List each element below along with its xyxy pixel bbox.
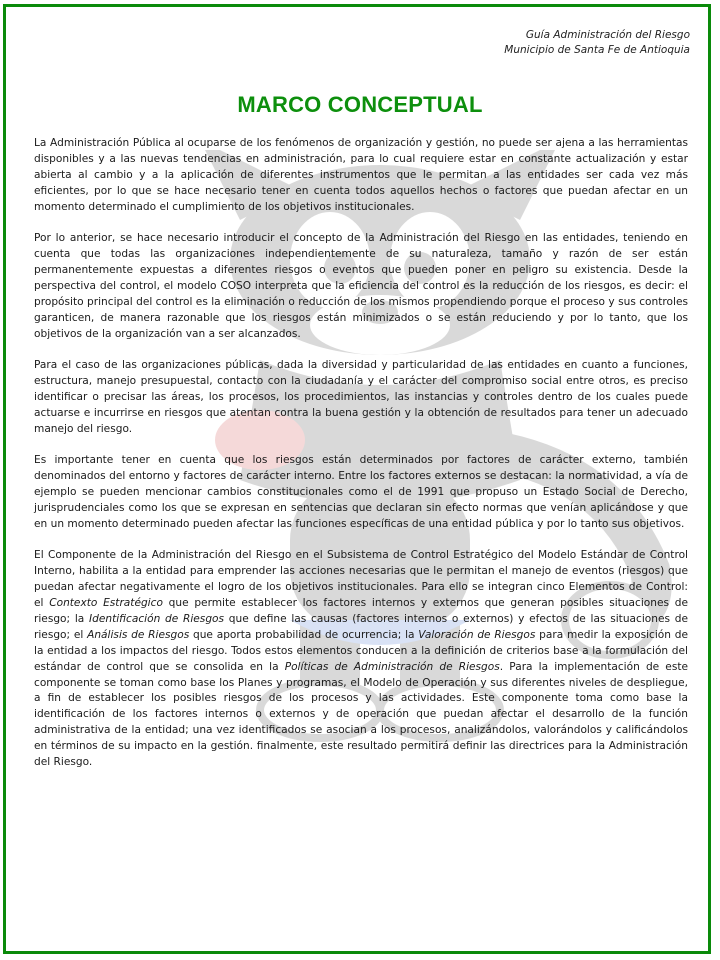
p5-valoracion-riesgos: Valoración de Riesgos [418,628,536,641]
p5-identificacion-riesgos: Identificación de Riesgos [89,612,225,625]
p5-contexto-estrategico: Contexto Estratégico [49,597,163,610]
document-body [34,136,688,787]
paragraph-4: Es importante tener en cuenta que los riesgos están determinados por factores de carácter externo, también denominados del entorno y factores de carácter interno. Entre los factores externos se destacan: la normatividad, a vía de ejemplo se pueden mencionar cambios constitucionales como el de 1991 que propuso un Estado Social de Derecho, jurisprudenciales como los que se expresan en sentencias que declaran sin efecto normas que venían aplicándose y que en un momento determinado pueden afectar las funciones específicas de una entidad pública y por lo tanto sus objetivos. [34,454,688,530]
p5-segment-4: que aporta probabilidad de ocurrencia; la [189,628,419,641]
p5-segment-5: para medir la exposición de la entidad a los impactos del riesgo. Todos estos elementos conducen a la definición de criterios base a la formulación del estándar de control que se consolida en la [34,628,688,673]
p5-segment-3: que define las causas (factores internos o externos) y efectos de las situaciones de riesgo; el [34,612,689,641]
p5-segment-2: que permite establecer los factores internos y externos que generan posibles situaciones de riesgo; la [34,597,688,625]
p5-analisis-riesgos: Análisis de Riesgos [87,628,190,641]
paragraph-2: Por lo anterior, se hace necesario introducir el concepto de la Administración del Riesgo en las entidades, teniendo en cuenta que todas las organizaciones independientemente de su naturaleza, tamaño y razón de ser están permanentemente expuestas a diferentes riesgos o eventos que pueden poner en peligro su existencia. Desde la perspectiva del control, el modelo COSO interpreta que la eficiencia del control es la reducción de los riesgos, es decir: el propósito principal del control es la eliminación o reducción de los mismos propendiendo porque el proceso y sus controles garanticen, de manera razonable que los riesgos están minimizados o se están reduciendo y por lo tanto, que los objetivos de la organización van a ser alcanzados. [34,232,688,340]
paragraph-3: Para el caso de las organizaciones públicas, dada la diversidad y particularidad de las entidades en cuanto a funciones, estructura, manejo presupuestal, contacto con la ciudadanía y el carácter del compromiso social entre otros, es preciso identificar o precisar las áreas, los procesos, los procedimientos, las instancias y controles dentro de los cuales puede actuarse e incurrirse en riesgos que atentan contra la buena gestión y la obtención de resultados para tener un adecuado manejo del riesgo. [34,359,688,435]
p5-segment-6: . Para la implementación de este componente se toman como base los Planes y programas, el Modelo de Operación y sus diferentes niveles de despliegue, a fin de establecer los posibles riesgos de los procesos y las actividades. Este componente toma como base la identificación de los factores internos o externos y de operación que puedan afectar el desarrollo de la función administrativa de la entidad; una vez identificados se asocian a los procesos, analizándolos, valorándolos y calificándolos en términos de su impacto en la gestión. finalmente, este resultado permitirá definir las directrices para la Administración del Riesgo. [34,660,689,769]
paragraph-1: La Administración Pública al ocuparse de los fenómenos de organización y gestión, no puede ser ajena a las herramientas disponibles y a las nuevas tendencias en administración, para lo cual requiere estar en constante actualización y estar abierta al cambio y a la aplicación de diferentes instrumentos que le permitan a las entidades ser cada vez más eficientes, por lo que se hace necesario tener en cuenta todos aquellos hechos o factores que puedan afectar en un momento determinado el cumplimiento de los objetivos institucionales. [34,137,688,213]
page-title: MARCO CONCEPTUAL [237,92,483,117]
header-municipality: Municipio de Santa Fe de Antioquia [504,44,690,56]
document-header [504,28,690,58]
header-guide-title: Guía Administración del Riesgo [525,29,690,41]
p5-politicas-administracion: Políticas de Administración de Riesgos [284,660,500,673]
p5-segment-1: El Componente de la Administración del Riesgo en el Subsistema de Control Estratégico del Modelo Estándar de Control Interno, habilita a la entidad para emprender las acciones necesarias que le permitan el manejo de eventos (riesgos) que puedan afectar negativamente el logro de los objetivos institucionales. Para ello se integran cinco Elementos de Control: el [34,549,688,610]
paragraph-5 [34,548,688,771]
